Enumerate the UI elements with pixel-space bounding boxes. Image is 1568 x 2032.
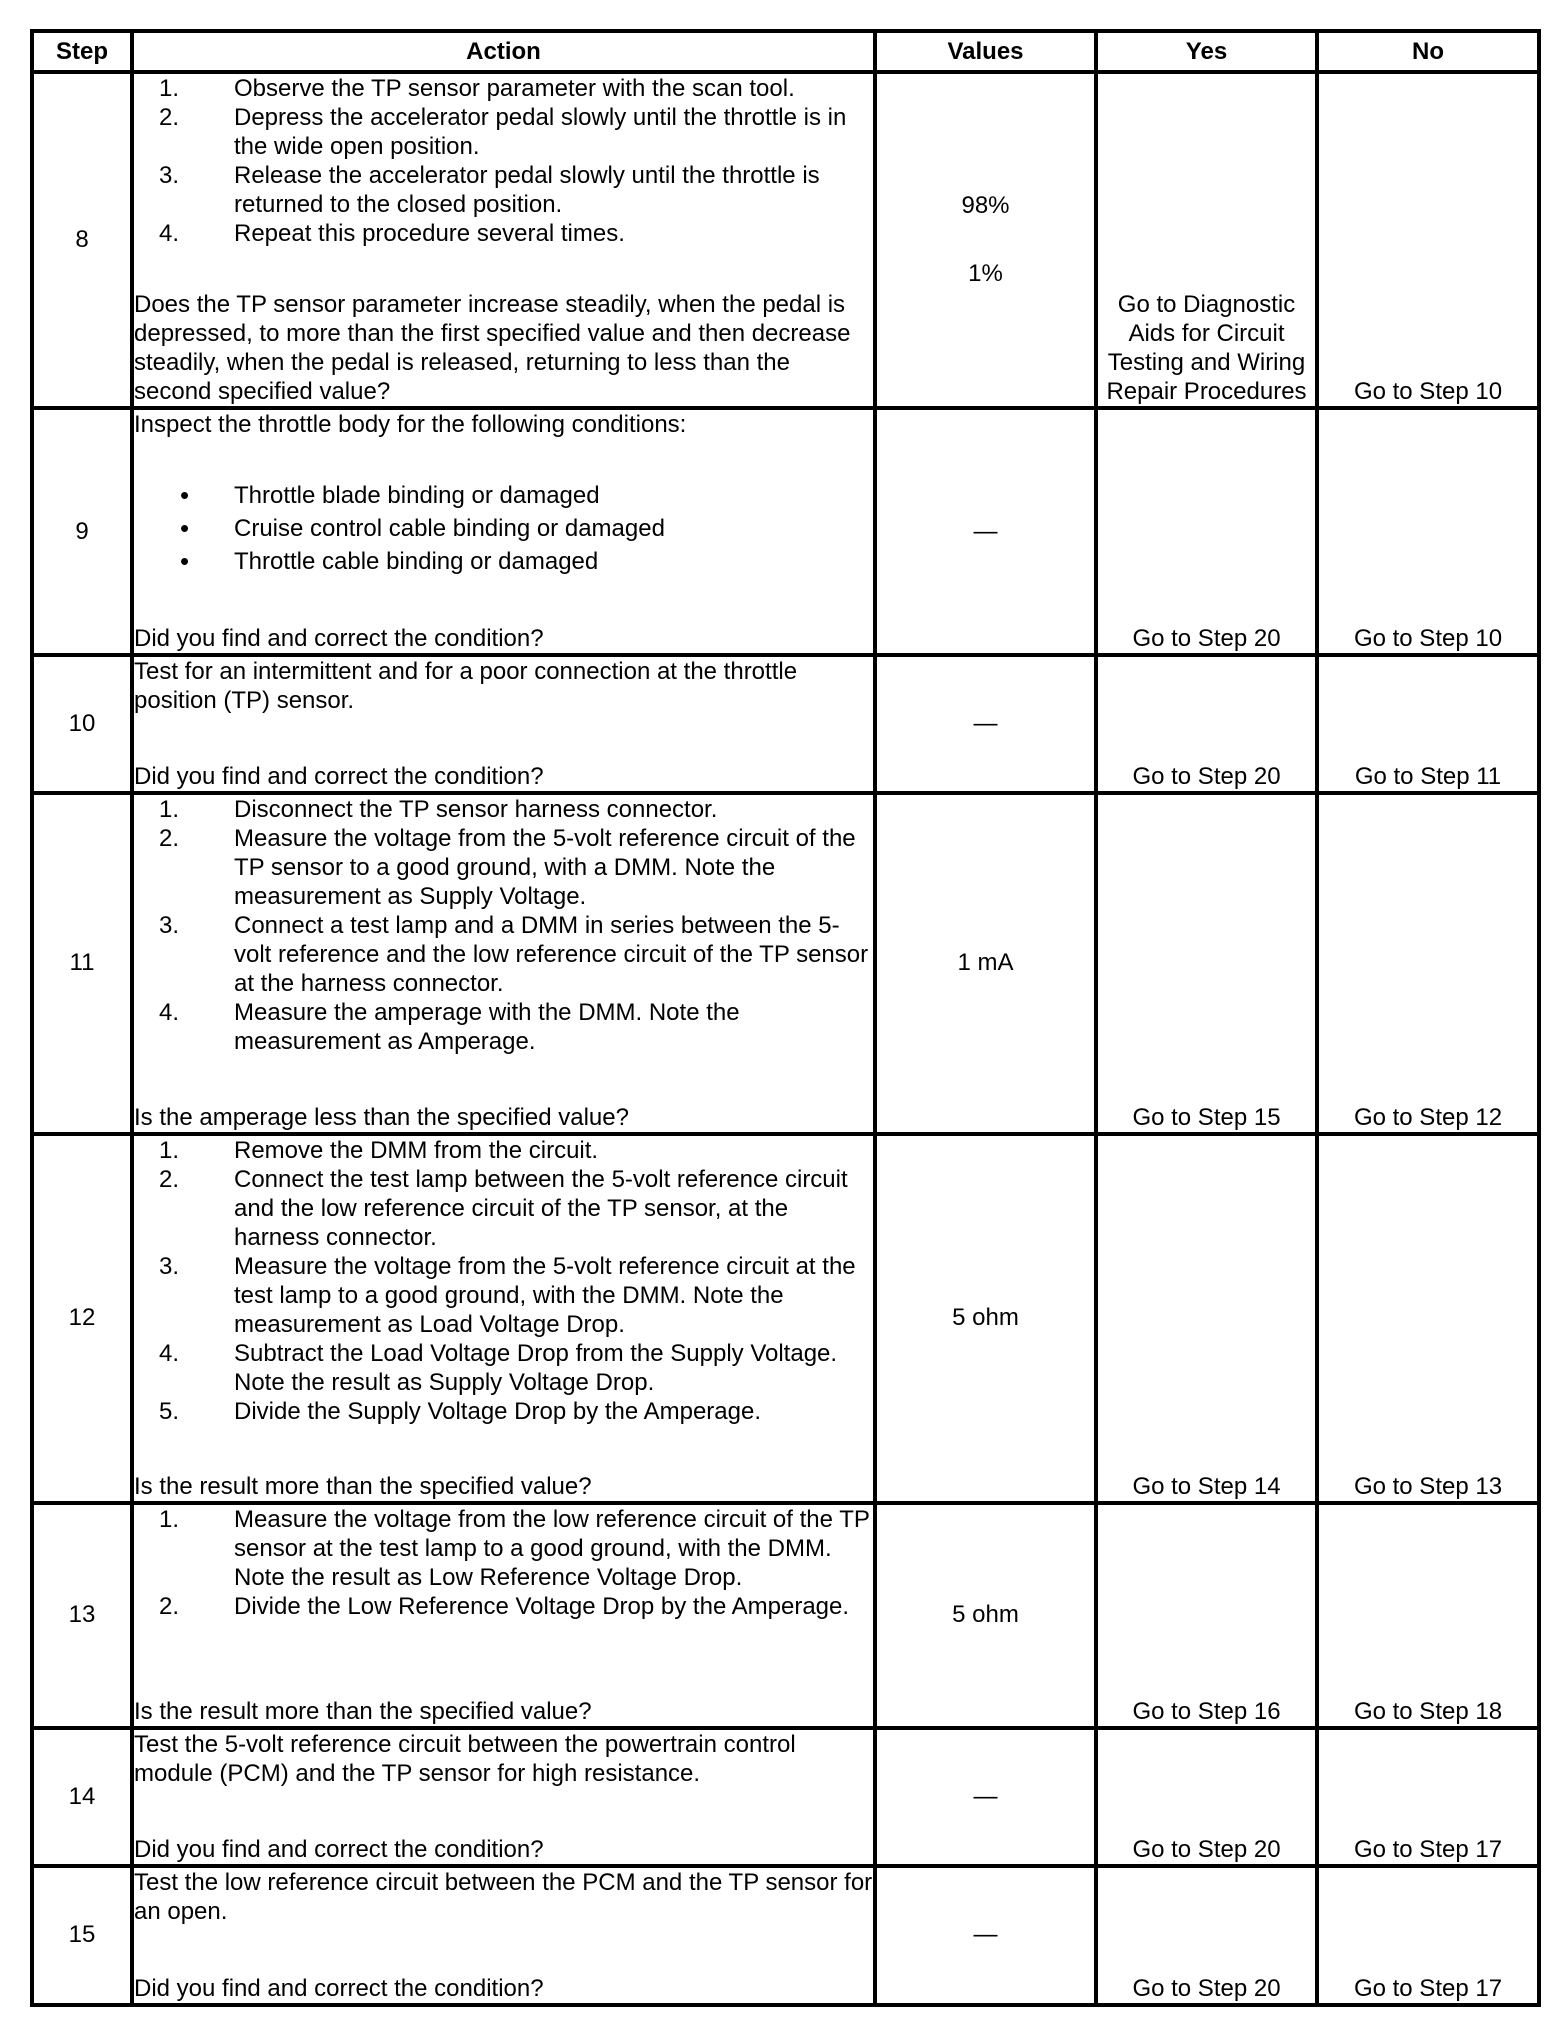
list-item: Depress the accelerator pedal slowly until the throttle is in the wide open position. — [234, 104, 847, 160]
action-cell — [132, 408, 875, 656]
no-action[interactable]: Go to Step 12 — [1317, 793, 1539, 1134]
action-cell — [132, 1134, 875, 1503]
action-cell — [132, 655, 875, 792]
table-row-step-11 — [32, 793, 1539, 1134]
table-row-step-15 — [32, 1866, 1539, 2005]
step-number: 15 — [32, 1866, 132, 2005]
question-text: Did you find and correct the condition? — [134, 1975, 544, 2002]
table-row-step-13 — [32, 1503, 1539, 1729]
no-action[interactable]: Go to Step 11 — [1317, 655, 1539, 792]
no-action[interactable]: Go to Step 17 — [1317, 1866, 1539, 2005]
step-number: 14 — [32, 1728, 132, 1865]
list-item: Divide the Supply Voltage Drop by the Amperage. — [234, 1397, 761, 1425]
diagnostic-table — [30, 29, 1541, 2007]
step-number: 8 — [32, 72, 132, 408]
lead-text: Test for an intermittent and for a poor connection at the throttle position (TP) sensor. — [134, 658, 798, 715]
header-yes: Yes — [1096, 31, 1317, 72]
procedure-list — [134, 795, 873, 1056]
question-text: Is the amperage less than the specified value? — [134, 1103, 629, 1131]
value-second: 1% — [968, 259, 1003, 287]
question-text: Does the TP sensor parameter increase steadily, when the pedal is depressed, to more than the first specified value and then decrease steadily, when the pedal is released, returning to less than the second specified value? — [134, 290, 851, 405]
list-item: Measure the amperage with the DMM. Note the measurement as Amperage. — [234, 998, 740, 1055]
question-text: Did you find and correct the condition? — [134, 625, 544, 653]
procedure-list — [134, 74, 873, 248]
procedure-list — [134, 1136, 873, 1426]
yes-action[interactable]: Go to Step 16 — [1096, 1503, 1317, 1729]
action-cell — [132, 793, 875, 1134]
values-cell: — — [875, 408, 1096, 656]
step-number: 12 — [32, 1134, 132, 1503]
values-cell: 5 ohm — [875, 1503, 1096, 1729]
no-action[interactable]: Go to Step 13 — [1317, 1134, 1539, 1503]
list-item: Release the accelerator pedal slowly until the throttle is returned to the closed position. — [234, 162, 820, 218]
list-item: Connect the test lamp between the 5-volt reference circuit and the low reference circuit of the TP sensor, at the harness connector. — [234, 1165, 848, 1251]
list-item: • Cruise control cable binding or damaged — [234, 514, 873, 543]
values-cell: — — [875, 1728, 1096, 1865]
table-row-step-8 — [32, 72, 1539, 408]
header-row — [32, 31, 1539, 72]
condition-list — [134, 481, 873, 580]
no-action[interactable]: Go to Step 17 — [1317, 1728, 1539, 1865]
yes-action[interactable]: Go to Step 20 — [1096, 1728, 1317, 1865]
list-item: Connect a test lamp and a DMM in series between the 5-volt reference and the low reference circuit of the TP sensor at the harness connector. — [234, 911, 869, 997]
table-row-step-14 — [32, 1728, 1539, 1865]
yes-action[interactable]: Go to Step 20 — [1096, 655, 1317, 792]
header-values: Values — [875, 31, 1096, 72]
step-number: 11 — [32, 793, 132, 1134]
list-item: Measure the voltage from the 5-volt reference circuit of the TP sensor to a good ground, with a DMM. Note the measurement as Supply Voltage. — [234, 824, 856, 910]
values-cell: 1 mA — [875, 793, 1096, 1134]
lead-text: Test the low reference circuit between the PCM and the TP sensor for an open. — [134, 1868, 873, 1925]
step-number: 13 — [32, 1503, 132, 1729]
value-first: 98% — [961, 191, 1010, 219]
values-cell: — — [875, 655, 1096, 792]
values-cell — [875, 72, 1096, 408]
list-item: Observe the TP sensor parameter with the scan tool. — [234, 75, 795, 102]
yes-action[interactable]: Go to Step 15 — [1096, 793, 1317, 1134]
yes-action[interactable]: Go to Step 20 — [1096, 1866, 1317, 2005]
header-action: Action — [132, 31, 875, 72]
no-action[interactable]: Go to Step 10 — [1317, 72, 1539, 408]
step-number: 9 — [32, 408, 132, 656]
action-cell — [132, 1866, 875, 2005]
no-action[interactable]: Go to Step 18 — [1317, 1503, 1539, 1729]
list-item: Remove the DMM from the circuit. — [234, 1136, 599, 1164]
values-cell: — — [875, 1866, 1096, 2005]
question-text: Did you find and correct the condition? — [134, 1835, 544, 1863]
lead-text: Inspect the throttle body for the following conditions: — [134, 410, 687, 438]
list-item: Measure the voltage from the low reference circuit of the TP sensor at the test lamp to a good ground, with the DMM. Note the result as Low Reference Voltage Drop. — [234, 1505, 870, 1591]
question-text: Is the result more than the specified value? — [134, 1698, 592, 1726]
table-row-step-9 — [32, 408, 1539, 656]
header-step: Step — [32, 31, 132, 72]
yes-action[interactable]: Go to Step 14 — [1096, 1134, 1317, 1503]
table-row-step-10 — [32, 655, 1539, 792]
list-item: Disconnect the TP sensor harness connector. — [234, 795, 718, 823]
list-item: Repeat this procedure several times. — [234, 220, 625, 247]
yes-action[interactable]: Go to Diagnostic Aids for Circuit Testing and Wiring Repair Procedures — [1096, 72, 1317, 408]
no-action[interactable]: Go to Step 10 — [1317, 408, 1539, 656]
list-item: • Throttle blade binding or damaged — [234, 481, 873, 510]
procedure-list — [134, 1505, 873, 1621]
action-cell — [132, 72, 875, 408]
action-cell — [132, 1728, 875, 1865]
list-item: • Throttle cable binding or damaged — [234, 547, 873, 576]
table-row-step-12 — [32, 1134, 1539, 1503]
list-item: Subtract the Load Voltage Drop from the Supply Voltage. Note the result as Supply Voltage Drop. — [234, 1339, 838, 1396]
list-item: Divide the Low Reference Voltage Drop by the Amperage. — [234, 1592, 850, 1620]
header-no: No — [1317, 31, 1539, 72]
values-cell: 5 ohm — [875, 1134, 1096, 1503]
question-text: Is the result more than the specified value? — [134, 1472, 592, 1500]
list-item: Measure the voltage from the 5-volt reference circuit at the test lamp to a good ground, with the DMM. Note the measurement as Load Voltage Drop. — [234, 1252, 856, 1338]
action-cell — [132, 1503, 875, 1729]
lead-text: Test the 5-volt reference circuit between the powertrain control module (PCM) and the TP sensor for high resistance. — [134, 1731, 796, 1788]
question-text: Did you find and correct the condition? — [134, 762, 544, 790]
yes-action[interactable]: Go to Step 20 — [1096, 408, 1317, 656]
step-number: 10 — [32, 655, 132, 792]
